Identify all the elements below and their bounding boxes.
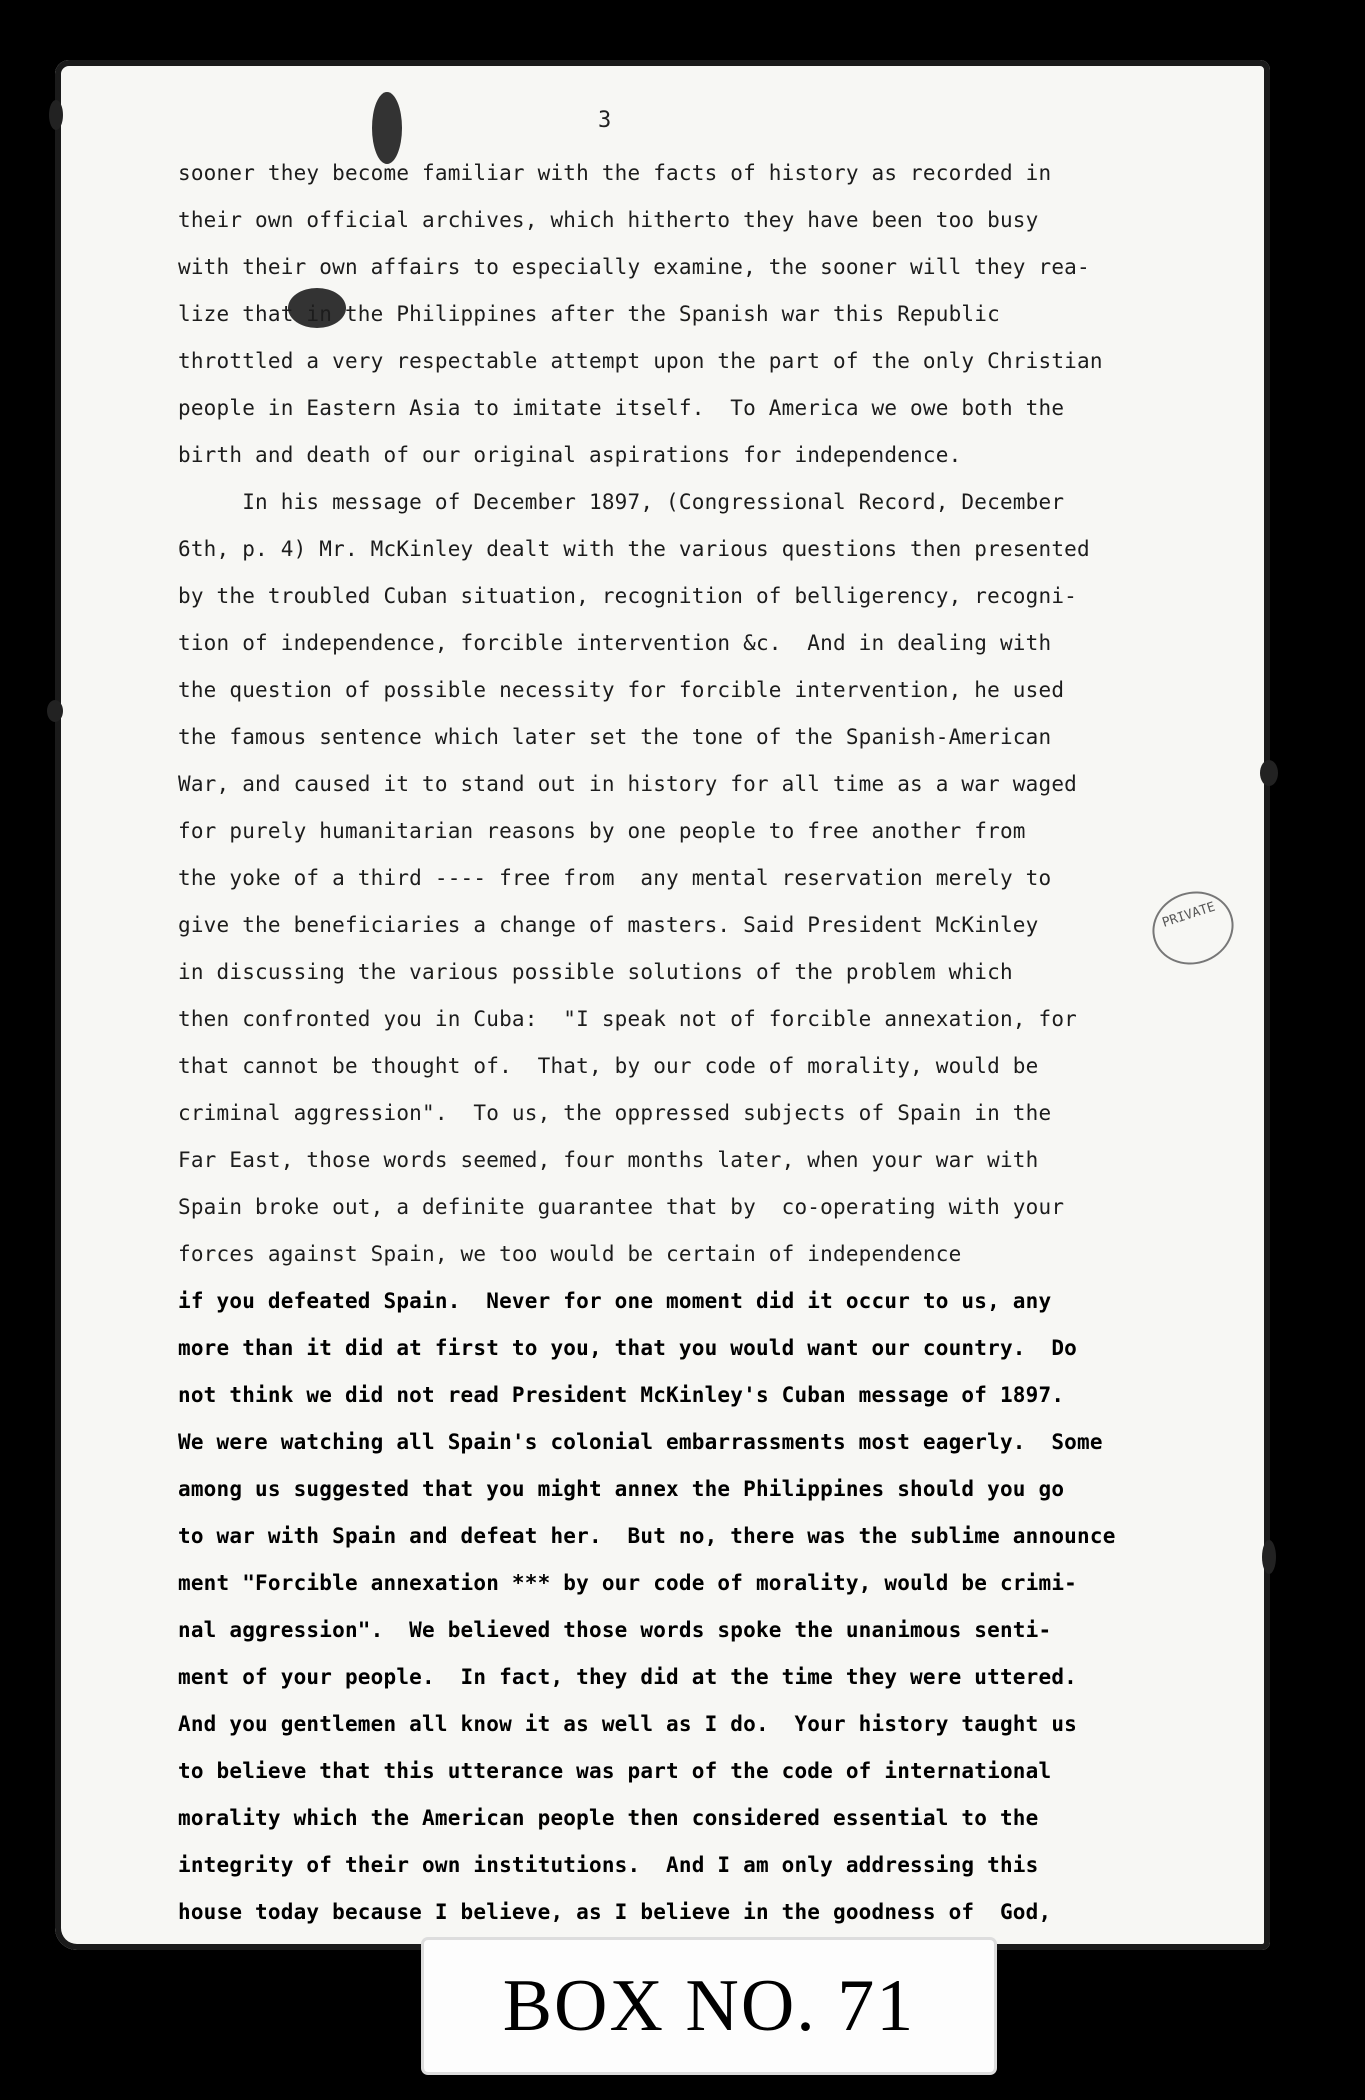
page-number: 3: [598, 108, 612, 133]
text-line: integrity of their own institutions. And I am only addressing this: [178, 1853, 1039, 1877]
text-line: Far East, those words seemed, four months later, when your war with: [178, 1148, 1039, 1172]
text-line: nal aggression". We believed those words spoke the unanimous senti-: [178, 1618, 1052, 1642]
text-line: give the beneficiaries a change of masters. Said President McKinley: [178, 913, 1039, 937]
text-line: the question of possible necessity for forcible intervention, he used: [178, 678, 1065, 702]
text-line: house today because I believe, as I believe in the goodness of God,: [178, 1900, 1052, 1924]
text-line: in discussing the various possible solutions of the problem which: [178, 960, 1013, 984]
text-line: more than it did at first to you, that you would want our country. Do: [178, 1336, 1078, 1360]
box-number-label: [424, 1940, 994, 2072]
text-line: tion of independence, forcible intervention &c. And in dealing with: [178, 631, 1052, 655]
text-line: that cannot be thought of. That, by our code of morality, would be: [178, 1054, 1039, 1078]
page-edge-stain: [47, 700, 63, 722]
text-line: In his message of December 1897, (Congressional Record, December: [178, 490, 1065, 514]
text-line: if you defeated Spain. Never for one moment did it occur to us, any: [178, 1289, 1052, 1313]
text-line: then confronted you in Cuba: "I speak not of forcible annexation, for: [178, 1007, 1078, 1031]
text-line: We were watching all Spain's colonial embarrassments most eagerly. Some: [178, 1430, 1103, 1454]
text-line: birth and death of our original aspirations for independence.: [178, 443, 962, 467]
text-line: ment "Forcible annexation *** by our code of morality, would be crimi-: [178, 1571, 1078, 1595]
page-edge-stain: [1262, 1540, 1276, 1574]
text-line: for purely humanitarian reasons by one people to free another from: [178, 819, 1026, 843]
stamp-label: PRIVATE: [1160, 899, 1218, 931]
text-line: ment of your people. In fact, they did at the time they were uttered.: [178, 1665, 1078, 1689]
text-line: criminal aggression". To us, the oppressed subjects of Spain in the: [178, 1101, 1052, 1125]
text-line: with their own affairs to especially examine, the sooner will they rea-: [178, 255, 1090, 279]
text-line: among us suggested that you might annex the Philippines should you go: [178, 1477, 1065, 1501]
text-line: to believe that this utterance was part of the code of international: [178, 1759, 1052, 1783]
text-line: throttled a very respectable attempt upon the part of the only Christian: [178, 349, 1103, 373]
text-line: Spain broke out, a definite guarantee that by co-operating with your: [178, 1195, 1065, 1219]
text-line: to war with Spain and defeat her. But no, there was the sublime announce: [178, 1524, 1116, 1548]
box-number-text: BOX NO. 71: [502, 1965, 916, 2047]
page-edge-stain: [49, 100, 63, 130]
text-line: lize that in the Philippines after the Spanish war this Republic: [178, 302, 1000, 326]
text-line: War, and caused it to stand out in history for all time as a war waged: [178, 772, 1078, 796]
text-line: 6th, p. 4) Mr. McKinley dealt with the various questions then presented: [178, 537, 1090, 561]
text-line: by the troubled Cuban situation, recognition of belligerency, recogni-: [178, 584, 1078, 608]
text-line: And you gentlemen all know it as well as I do. Your history taught us: [178, 1712, 1078, 1736]
text-line: people in Eastern Asia to imitate itself. To America we owe both the: [178, 396, 1065, 420]
text-line: the famous sentence which later set the tone of the Spanish-American: [178, 725, 1052, 749]
text-line: morality which the American people then considered essential to the: [178, 1806, 1039, 1830]
text-line: the yoke of a third ---- free from any mental reservation merely to: [178, 866, 1052, 890]
text-line: forces against Spain, we too would be certain of independence: [178, 1242, 962, 1266]
text-line: their own official archives, which hitherto they have been too busy: [178, 208, 1039, 232]
page-edge-stain: [1260, 760, 1278, 786]
text-line: sooner they become familiar with the facts of history as recorded in: [178, 161, 1052, 185]
typed-letter-body: [178, 150, 1203, 1936]
text-line: not think we did not read President McKinley's Cuban message of 1897.: [178, 1383, 1065, 1407]
